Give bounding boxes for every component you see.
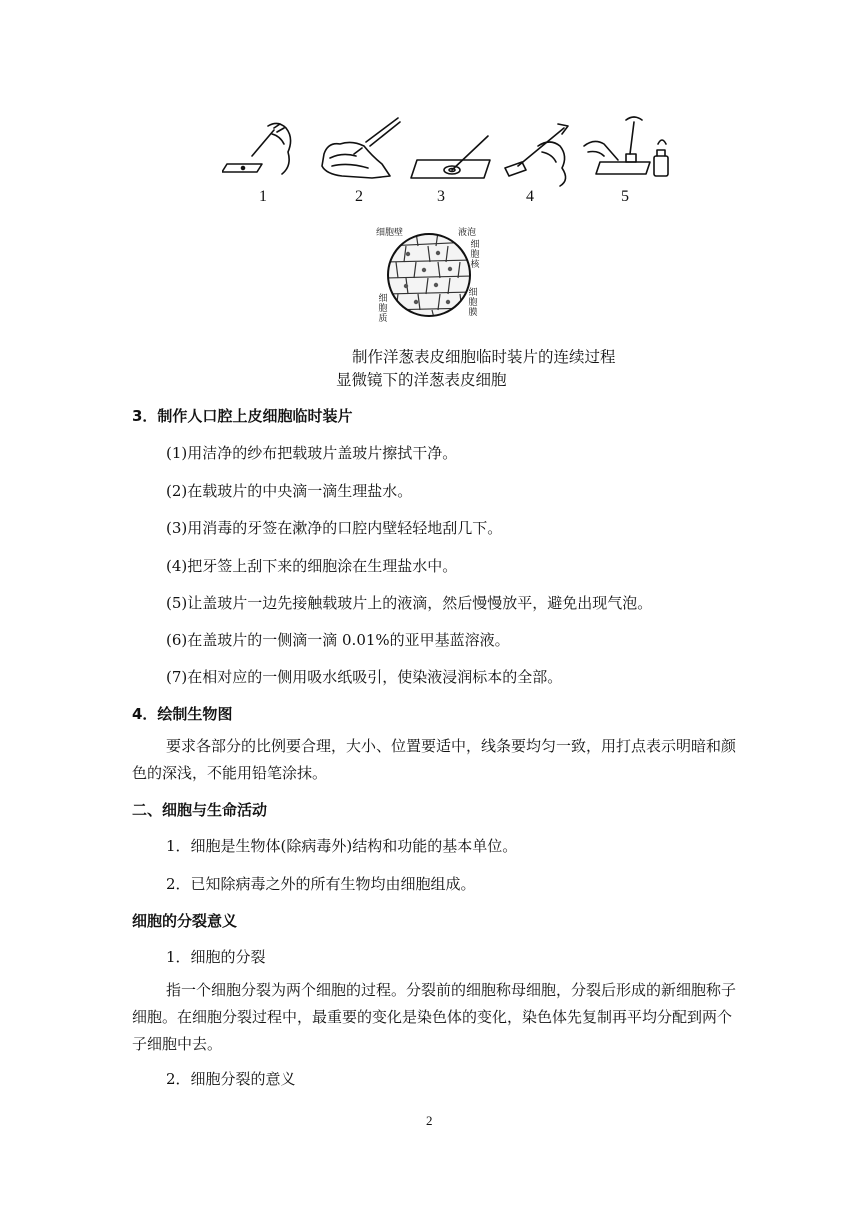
step-number: 4 [526,188,534,205]
figure-caption-micrograph: 显微镜下的洋葱表皮细胞 [336,371,507,389]
procedure-step: (3)用消毒的牙签在漱净的口腔内壁轻轻地刮几下。 [166,519,503,537]
microscope-field-image [386,232,472,318]
step-number: 5 [621,188,629,205]
slide-preparation-steps-figure [222,116,672,211]
procedure-step: (1)用洁净的纱布把载玻片盖玻片擦拭干净。 [166,444,458,462]
section-heading: 3．制作人口腔上皮细胞临时装片 [132,407,353,425]
list-item: 2．已知除病毒之外的所有生物均由细胞组成。 [166,875,476,893]
onion-cell-micrograph [370,222,490,334]
page-number: 2 [426,1113,433,1128]
paragraph: 指一个细胞分裂为两个细胞的过程。分裂前的细胞称母细胞，分裂后形成的新细胞称子细胞。在细胞分裂过程中，最重要的变化是染色体的变化，染色体先复制再平均分配到两个子细胞中去。 [132,981,737,1053]
part-heading: 二、细胞与生命活动 [132,801,268,819]
procedure-step: (6)在盖玻片的一侧滴一滴 0.01%的亚甲基蓝溶液。 [166,631,510,649]
step-number: 2 [355,188,363,205]
label-nucleus: 细胞核 [470,240,480,270]
step-number: 3 [437,188,445,205]
label-cytoplasm: 细胞质 [378,294,388,324]
subsection-heading: 细胞的分裂意义 [132,912,238,930]
subsection-item: 1．细胞的分裂 [166,948,266,966]
label-membrane: 细胞膜 [468,288,478,318]
procedure-step: (5)让盖玻片一边先接触载玻片上的液滴，然后慢慢放平，避免出现气泡。 [166,594,653,612]
section-heading: 4．绘制生物图 [132,705,233,723]
subsection-item: 2．细胞分裂的意义 [166,1070,296,1088]
procedure-step: (2)在载玻片的中央滴一滴生理盐水。 [166,482,413,500]
label-vacuole: 液泡 [458,228,477,238]
list-item: 1．细胞是生物体(除病毒外)结构和功能的基本单位。 [166,837,518,855]
label-cell-wall: 细胞壁 [376,228,404,238]
procedure-step: (7)在相对应的一侧用吸水纸吸引，使染液浸润标本的全部。 [166,668,563,686]
figure-caption-process: 制作洋葱表皮细胞临时装片的连续过程 [352,348,616,366]
paragraph: 要求各部分的比例要合理，大小、位置要适中，线条要均匀一致，用打点表示明暗和颜色的深浅，不能用铅笔涂抹。 [132,737,737,782]
procedure-step: (4)把牙签上刮下来的细胞涂在生理盐水中。 [166,557,458,575]
step-number: 1 [259,188,267,205]
